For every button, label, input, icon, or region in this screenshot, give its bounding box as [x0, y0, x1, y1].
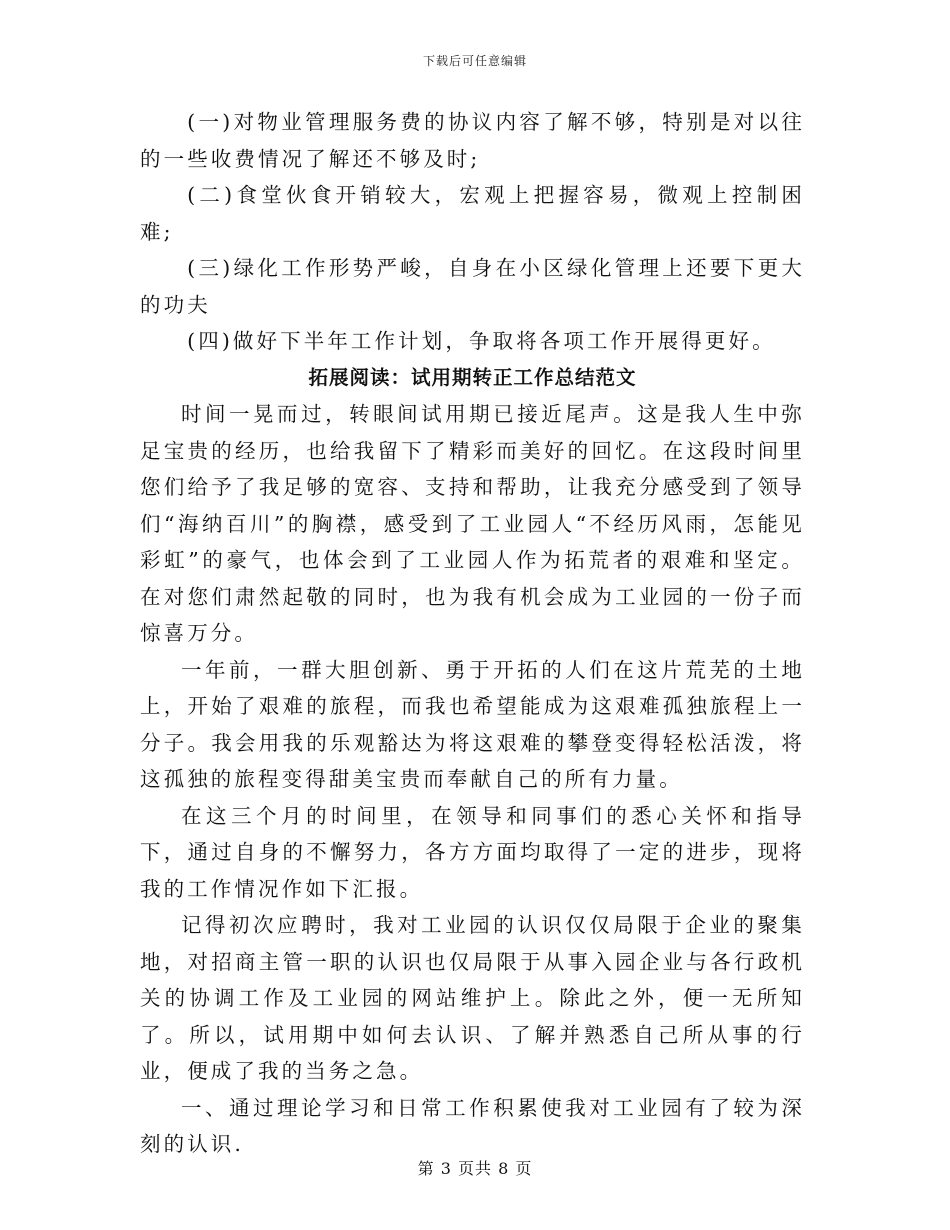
- paragraph-5: 一、通过理论学习和日常工作积累使我对工业园有了较为深刻的认识.: [140, 1095, 805, 1156]
- list-item-1: (一)对物业管理服务费的协议内容了解不够，特别是对以往的一些收费情况了解还不够及时;: [140, 110, 805, 171]
- list-item-4: (四)做好下半年工作计划，争取将各项工作开展得更好。: [187, 329, 776, 353]
- paragraph-2: 一年前，一群大胆创新、勇于开拓的人们在这片荒芜的土地上，开始了艰难的旅程，而我也希望能成为这艰难孤独旅程上一分子。我会用我的乐观豁达为将这艰难的攀登变得轻松活泼，将这孤独的旅程变得甜美宝贵而奉献自己的所有力量。: [140, 657, 805, 791]
- document-body: [140, 104, 805, 1163]
- section-title: 拓展阅读：试用期转正工作总结范文: [308, 365, 637, 389]
- paragraph-1: 时间一晃而过，转眼间试用期已接近尾声。这是我人生中弥足宝贵的经历，也给我留下了精彩而美好的回忆。在这段时间里您们给予了我足够的宽容、支持和帮助，让我充分感受到了领导们“海纳百川”的胸襟，感受到了工业园人“不经历风雨，怎能见彩虹”的豪气，也体会到了工业园人作为拓荒者的艰难和坚定。在对您们肃然起敬的同时，也为我有机会成为工业园的一份子而惊喜万分。: [140, 402, 805, 645]
- list-item-3: (三)绿化工作形势严峻，自身在小区绿化管理上还要下更大的功夫: [140, 256, 805, 317]
- paragraph-3: 在这三个月的时间里，在领导和同事们的悉心关怀和指导下，通过自身的不懈努力，各方方面均取得了一定的进步，现将我的工作情况作如下汇报。: [140, 803, 805, 901]
- page-header-note: 下载后可任意编辑: [422, 54, 527, 68]
- page-number: 第 3 页共 8 页: [417, 1159, 533, 1178]
- list-item-2: (二)食堂伙食开销较大，宏观上把握容易，微观上控制困难;: [140, 183, 805, 244]
- paragraph-4: 记得初次应聘时，我对工业园的认识仅仅局限于企业的聚集地，对招商主管一职的认识也仅局限于从事入园企业与各行政机关的协调工作及工业园的网站维护上。除此之外，便一无所知了。所以，试用期中如何去认识、了解并熟悉自己所从事的行业，便成了我的当务之急。: [140, 913, 805, 1083]
